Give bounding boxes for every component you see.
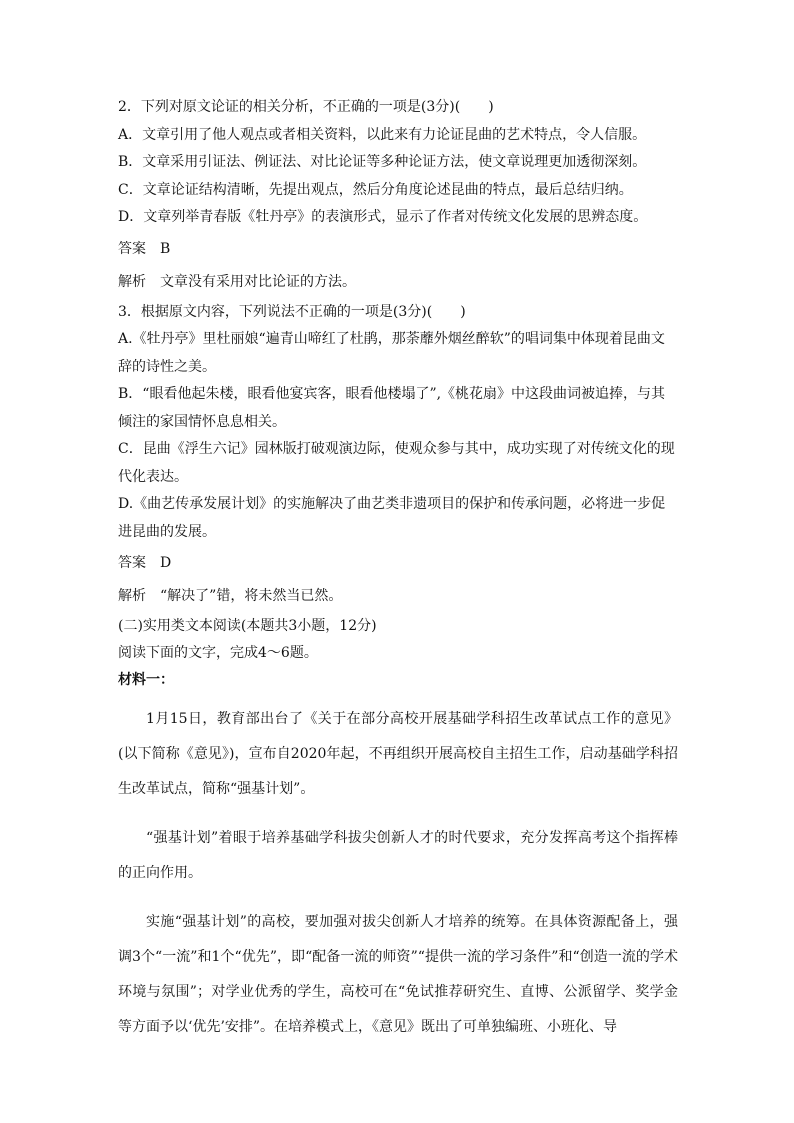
option-c: C．文章论证结构清晰，先提出观点，然后分角度论述昆曲的特点，最后总结归纳。 (118, 181, 633, 198)
analysis-text: “解决了”错，将未然当已然。 (160, 588, 343, 604)
paragraph: 实施“强基计划”的高校，要加强对拔尖创新人才培养的统筹。在具体资源配备上，强调3个“一流”和1个“优先”，即“配备一流的师资”“提供一流的学习条件”和“创造一流的学术环境与氛围”；对学业优秀的学生，高校可在“免试推荐研究生、直博、公派留学、奖学金等方面予以‘优先’安排”。在培养模式上，《意见》既出了可单独编班、小班化、导 (118, 914, 678, 1035)
analysis-label: 解析 (118, 588, 146, 604)
option-d: D.《曲艺传承发展计划》的实施解决了曲艺类非遗项目的保护和传承问题，必将进一步促进昆曲的发展。 (118, 496, 666, 540)
answer-label: 答案 (118, 240, 146, 257)
question-2 (118, 94, 678, 299)
paragraph: “强基计划”着眼于培养基础学科拔尖创新人才的时代要求，充分发挥高考这个指挥棒的正向作用。 (118, 830, 678, 881)
section-practical-reading (118, 613, 678, 694)
answer-line (118, 546, 678, 580)
answer-label: 答案 (118, 555, 146, 571)
answer-line (118, 232, 678, 266)
option-b: B．文章采用引证法、例证法、对比论证等多种论证方法，使文章说理更加透彻深刻。 (118, 154, 647, 170)
option-a: A．文章引用了他人观点或者相关资料，以此来有力论证昆曲的艺术特点，令人信服。 (118, 126, 647, 143)
analysis-text: 文章没有采用对比论证的方法。 (160, 273, 356, 290)
section-heading: (二)实用类文本阅读(本题共3小题，12分) (118, 618, 377, 634)
material-label: 材料一： (118, 672, 174, 688)
option-b: B．“眼看他起朱楼，眼看他宴宾客，眼看他楼塌了”,《桃花扇》中这段曲词被追捧，与其倾注的家国情怀息息相关。 (118, 386, 666, 430)
analysis-label: 解析 (118, 273, 146, 290)
answer-value: D (160, 555, 172, 571)
section-instruction: 阅读下面的文字，完成4～6题。 (118, 645, 318, 661)
analysis-line (118, 580, 678, 613)
question-stem: 3．根据原文内容，下列说法不正确的一项是(3分)( ) (118, 303, 466, 320)
material-body (118, 702, 678, 1045)
analysis-line (118, 266, 678, 299)
question-3 (118, 299, 678, 614)
question-stem: 2．下列对原文论证的相关分析，不正确的一项是(3分)( ) (118, 99, 494, 115)
option-c: C．昆曲《浮生六记》园林版打破观演边际，使观众参与其中，成功实现了对传统文化的现代化表达。 (118, 441, 675, 485)
option-a: A.《牡丹亭》里杜丽娘“遍青山啼红了杜鹃，那荼蘼外烟丝醉软”的唱词集中体现着昆曲文辞的诗性之美。 (118, 331, 665, 375)
option-d: D．文章列举青春版《牡丹亭》的表演形式，显示了作者对传统文化发展的思辨态度。 (118, 209, 648, 225)
answer-value: B (160, 240, 171, 257)
document-page (118, 94, 678, 1057)
paragraph: 1月15日，教育部出台了《关于在部分高校开展基础学科招生改革试点工作的意见》(以下简称《意见》)，宣布自2020年起，不再组织开展高校自主招生工作，启动基础学科招生改革试点，简称“强基计划”。 (118, 711, 678, 797)
